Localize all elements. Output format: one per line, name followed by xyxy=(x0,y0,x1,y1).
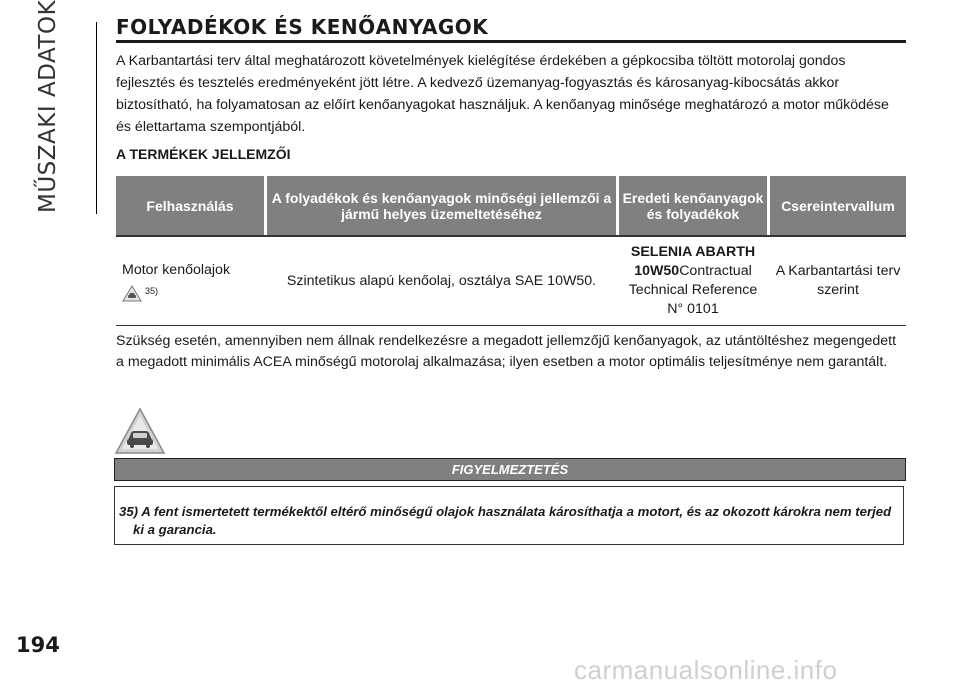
interval-line-2: szerint xyxy=(817,282,859,298)
intro-paragraph: A Karbantartási terv által meghatározott követelmények kielégítése érdekében a gépkocsiba töltött motorolaj gondos fejlesztés és tesztelés eredményeként jött létre. A kedvező üzemanyag-fogyasztás és károsanyag-kibocsátás akkor biztosítható, ha folyamatosan az előírt kenőanyagokat használjuk. A kenőanyag minősége meghatározó a motor működése és élettartama szempontjából. xyxy=(116,53,889,135)
header-original-products: Eredeti kenőanyagok és folyadékok xyxy=(619,176,767,235)
header-interval: Csereintervallum xyxy=(770,176,906,235)
warning-text: 35) A fent ismertetett termékektől eltérő minőségű olajok használata károsíthatja a motort, és az okozott károkra nem terjed ki a garancia. xyxy=(119,504,892,537)
page-number: 194 xyxy=(16,633,60,657)
header-quality-specs: A folyadékok és kenőanyagok minőségi jellemzői a jármű helyes üzemeltetéséhez xyxy=(267,176,616,235)
usage-text: Motor kenőolajok xyxy=(122,261,231,278)
interval-line-1: A Karbantartási terv xyxy=(775,263,901,279)
cell-interval xyxy=(770,238,906,324)
cell-usage xyxy=(116,238,264,324)
warning-box xyxy=(114,486,904,545)
section-subheading: A TERMÉKEK JELLEMZŐI xyxy=(116,146,291,162)
section-side-label xyxy=(35,0,96,213)
section-side-label-text: MŰSZAKI ADATOK xyxy=(35,0,61,213)
note-paragraph: Szükség esetén, amennyiben nem állnak rendelkezésre a megadott jellemzőjű kenőanyagok, az utántöltéshez megengedett a megadott minimális ACEA minőségű motorolaj alkalmazása; ilyen esetben a motor optimális teljesítménye nem garantált. xyxy=(116,333,897,370)
warning-symbol xyxy=(114,407,166,460)
usage-warning-ref xyxy=(122,282,264,302)
table-header xyxy=(116,176,906,235)
table-row xyxy=(116,238,906,324)
car-warning-icon xyxy=(122,285,142,302)
product-ref-1: Contractual xyxy=(679,263,752,279)
product-ref-3: N° 0101 xyxy=(667,301,719,317)
cell-product xyxy=(619,238,767,324)
warning-heading: FIGYELMEZTETÉS xyxy=(451,462,569,477)
warning-heading-bar xyxy=(114,458,906,481)
product-brand: SELENIA ABARTH xyxy=(630,244,756,260)
car-warning-icon xyxy=(114,407,166,455)
side-divider xyxy=(96,22,97,214)
header-rule xyxy=(116,235,906,237)
cell-spec xyxy=(267,238,616,324)
product-ref-2: Technical Reference xyxy=(628,282,758,298)
watermark: carmanualsonline.info xyxy=(574,655,838,685)
product-grade: 10W50 xyxy=(634,263,680,279)
table-bottom-rule xyxy=(116,325,906,326)
spec-text: Szintetikus alapú kenőolaj, osztálya SAE 10W50. xyxy=(286,272,597,289)
lubricants-table xyxy=(116,176,906,317)
header-usage: Felhasználás xyxy=(116,176,264,235)
title-underline xyxy=(116,40,906,43)
footnote-ref: 35) xyxy=(145,285,159,296)
page-title: FOLYADÉKOK ÉS KENŐANYAGOK xyxy=(116,15,489,39)
